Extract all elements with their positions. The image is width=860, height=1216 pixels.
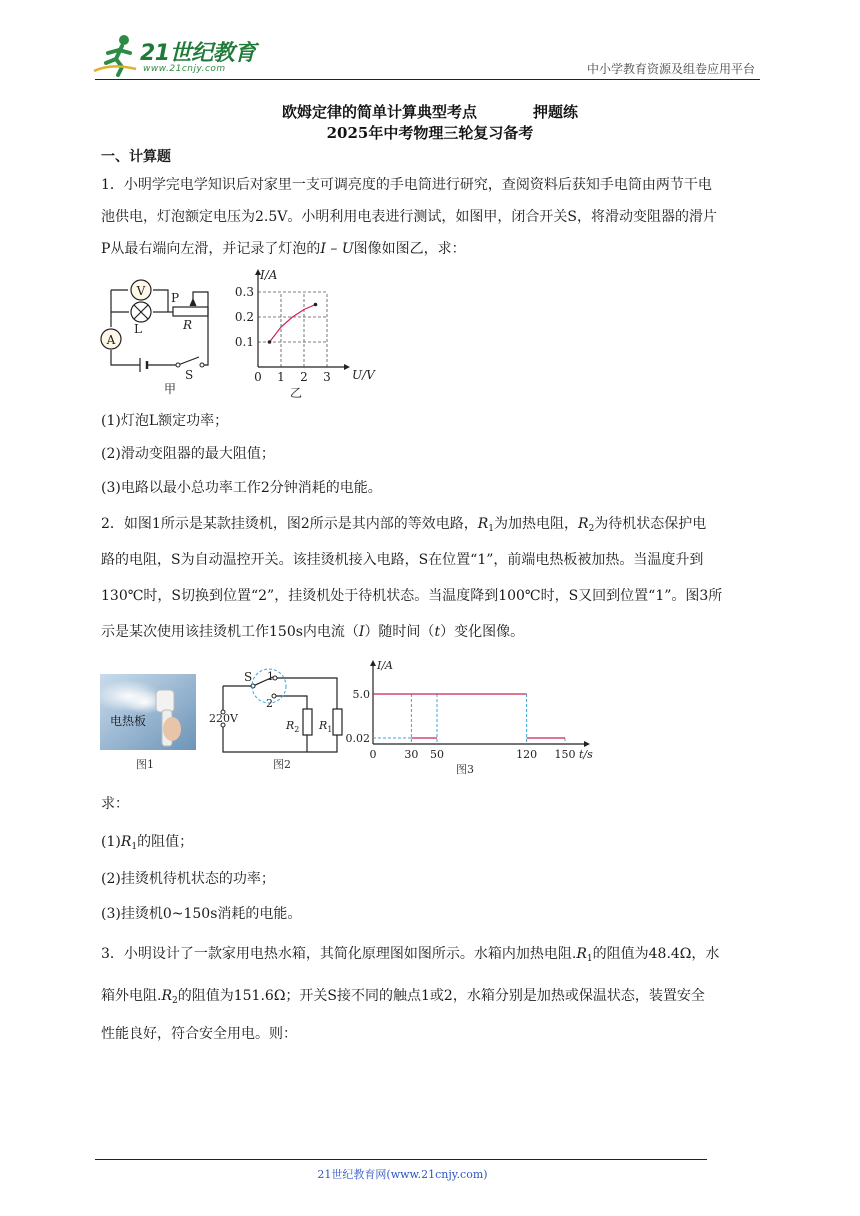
header-platform-name: 中小学教育资源及组卷应用平台 xyxy=(586,62,755,76)
svg-text:V: V xyxy=(136,284,146,298)
fig3-guides xyxy=(373,694,565,744)
yi-data-point xyxy=(268,340,272,344)
q2-line1: 2．如图1所示是某款挂烫机，图2所示是其内部的等效电路，$R_1$为加热电阻，$R_2$为待机状态保护电 xyxy=(101,516,707,534)
it-graph-fig3 xyxy=(345,656,598,776)
fig3-xlabel: t/s xyxy=(579,748,593,761)
q1-sub3: (3)电路以最小总功率工作2分钟消耗的电能。 xyxy=(101,480,382,496)
fig3-caption: 图3 xyxy=(456,763,474,776)
lamp-icon xyxy=(131,302,151,322)
fig2-r2: $R_2$ xyxy=(286,719,300,734)
svg-text:P: P xyxy=(171,291,180,305)
runner-logo-icon xyxy=(92,33,142,77)
yi-y-tick-label: 0.1 xyxy=(234,335,254,349)
page-title: 欧姆定律的简单计算典型考点 押题练 xyxy=(281,103,579,121)
q2-sub3: (3)挂烫机0~150s消耗的电能。 xyxy=(101,906,302,922)
svg-text:图2: 图2 xyxy=(273,758,291,771)
section-heading: 一、计算题 xyxy=(101,149,171,165)
header-divider xyxy=(95,79,760,80)
q1-line3: P从最右端向左滑，并记录了灯泡的I – U图像如图乙，求： xyxy=(101,241,466,257)
fig2-voltage: 220V xyxy=(209,712,238,725)
circuit-diagram-fig2 xyxy=(205,664,355,772)
ammeter-icon xyxy=(101,329,121,349)
q2-sub2: (2)挂烫机待机状态的功率； xyxy=(101,871,275,887)
yi-caption: 乙 xyxy=(290,386,303,400)
q3-line1: 3．小明设计了一款家用电热水箱，其简化原理图如图所示。水箱内加热电阻$.R_1$的阻值为48.4Ω，水 xyxy=(101,946,720,964)
q1-sub1: (1)灯泡L额定功率； xyxy=(101,413,229,429)
yi-x-tick-label: 3 xyxy=(323,370,331,384)
q2-line4: 示是某次使用该挂烫机工作150s内电流（I）随时间（t）变化图像。 xyxy=(101,624,525,640)
svg-text:图1: 图1 xyxy=(136,758,154,771)
footer-divider xyxy=(95,1159,707,1160)
fig3-y-tick-label: 0.02 xyxy=(345,732,370,745)
svg-text:1: 1 xyxy=(267,670,274,683)
fig3-x-tick-label: 30 xyxy=(404,748,419,761)
footer-link[interactable]: 21世纪教育网(www.21cnjy.com) xyxy=(317,1168,488,1181)
svg-text:甲: 甲 xyxy=(164,382,177,396)
svg-text:2: 2 xyxy=(266,697,273,710)
yi-data-point xyxy=(314,303,318,307)
q1-line2: 池供电，灯泡额定电压为2.5V。小明利用电表进行测试，如图甲，闭合开关S，将滑动变阻器的滑片 xyxy=(101,209,717,225)
voltmeter-icon xyxy=(131,280,151,300)
fig3-y-tick-label: 5.0 xyxy=(352,688,370,701)
yi-y-tick-label: 0.3 xyxy=(234,285,254,299)
yi-y-tick-label: 0.2 xyxy=(234,310,254,324)
steamer-photo xyxy=(100,674,196,770)
fig2-switch-label: S xyxy=(244,670,253,684)
yi-xlabel: U/V xyxy=(352,368,375,382)
yi-ylabel: I/A xyxy=(260,268,278,282)
q2-sub1: $(1)R_1$的阻值； xyxy=(101,834,194,852)
fig3-x-tick-label: 120 xyxy=(516,748,538,761)
fig3-x-tick-label: 50 xyxy=(430,748,444,761)
svg-text:S: S xyxy=(185,368,194,382)
svg-text:R: R xyxy=(183,318,193,332)
yi-x-tick-label: 1 xyxy=(277,370,285,384)
q1-sub2: (2)滑动变阻器的最大阻值； xyxy=(101,446,275,462)
circuit-diagram-jia xyxy=(98,265,223,397)
q2-line3: 130℃时，S切换到位置“2”，挂烫机处于待机状态。当温度降到100℃时，S又回到位置“1”。图3所 xyxy=(101,588,723,604)
logo-url: www.21cnjy.com xyxy=(143,64,226,74)
yi-iu-curve xyxy=(270,305,316,343)
fig3-x-tick-label: 0 xyxy=(369,748,377,761)
yi-x-tick-label: 0 xyxy=(254,370,262,384)
q2-qiu: 求： xyxy=(101,796,129,812)
fig2-r1: $R_1$ xyxy=(319,719,333,734)
svg-text:L: L xyxy=(134,322,142,336)
fig3-ylabel: I/A xyxy=(377,659,393,672)
fig3-current-line xyxy=(373,694,565,738)
q1-line1: 1．小明学完电学知识后对家里一支可调亮度的手电筒进行研究，查阅资料后获知手电筒由两节干电 xyxy=(101,177,712,193)
page-subtitle: 2025年中考物理三轮复习备考 xyxy=(326,124,534,142)
iu-graph-yi xyxy=(228,265,388,401)
yi-x-tick-label: 2 xyxy=(300,370,308,384)
q3-line3: 性能良好，符合安全用电。则： xyxy=(101,1026,297,1042)
fig3-x-tick-label: 150 xyxy=(554,748,576,761)
logo-text: 21世纪教育 xyxy=(140,41,256,66)
q2-line2: 路的电阻，S为自动温控开关。该挂烫机接入电路，S在位置“1”，前端电热板被加热。当温度升到 xyxy=(101,552,704,568)
svg-text:A: A xyxy=(106,333,116,347)
q3-line2: 箱外电阻$.R_2$的阻值为151.6Ω；开关S接不同的触点1或2，水箱分别是加热或保温状态，装置安全 xyxy=(101,988,705,1006)
heating-plate-label: 电热板 xyxy=(110,714,147,728)
